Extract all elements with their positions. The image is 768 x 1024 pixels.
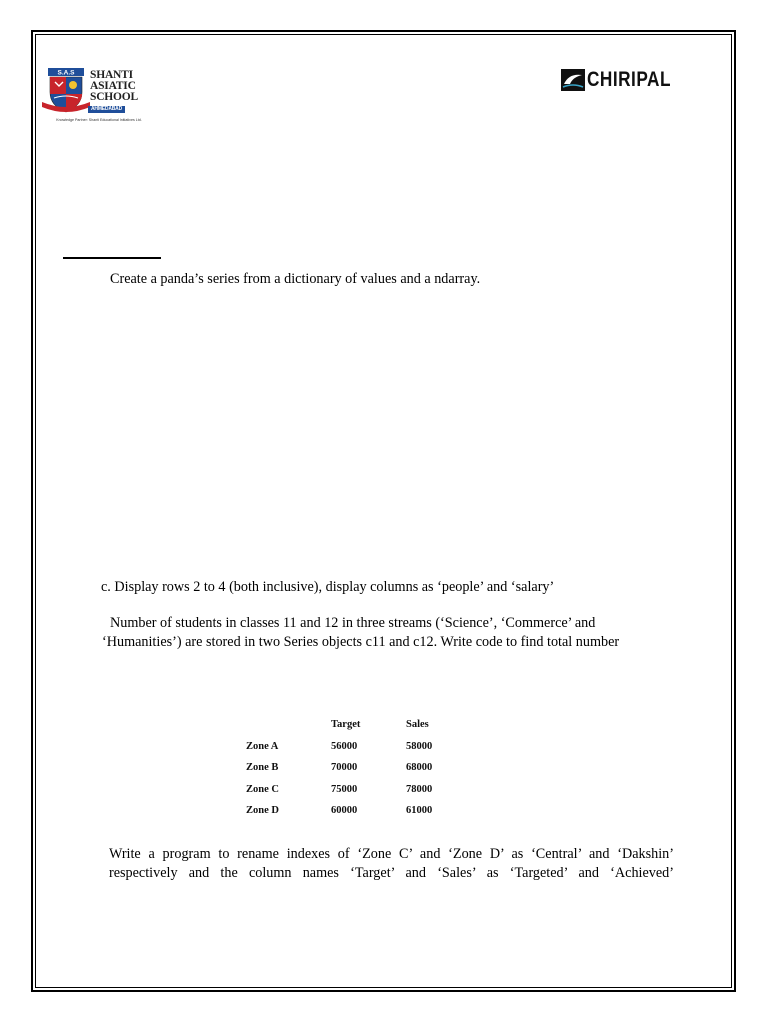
- table-cell: 75000: [331, 783, 358, 795]
- question-a-text: Create a panda’s series from a dictionary of values and a ndarray.: [110, 271, 481, 287]
- students-question-line-1: Number of students in classes 11 and 12 in three streams (‘Science’, ‘Commerce’ and: [110, 615, 596, 631]
- school-city: AHMEDABAD: [88, 106, 125, 113]
- rename-question-line-1: Write a program to rename indexes of ‘Zone C’ and ‘Zone D’ as ‘Central’ and ‘Dakshin’: [109, 846, 674, 862]
- section-rule: [63, 257, 161, 259]
- table-cell: 68000: [406, 762, 433, 774]
- table-cell: Zone B: [246, 762, 279, 774]
- zone-sales-table: [236, 714, 466, 822]
- school-name-line-2: ASIATIC: [90, 80, 136, 92]
- chiripal-wordmark: CHIRIPAL: [587, 68, 671, 91]
- school-name-line-1: SHANTI: [90, 69, 133, 81]
- table-header-cell: Target: [331, 719, 361, 731]
- school-name-line-3: SCHOOL: [90, 91, 139, 103]
- table-cell: 70000: [331, 762, 358, 774]
- table-cell: 58000: [406, 740, 433, 752]
- school-tagline: Knowledge Partner: Shanti Educational Initiatives Ltd.: [56, 118, 142, 122]
- school-crest-icon: [42, 68, 90, 116]
- table-header-row: [236, 714, 466, 736]
- chiripal-mark-icon: [561, 69, 585, 91]
- school-logo: [40, 66, 158, 126]
- table-cell: 56000: [331, 740, 358, 752]
- rename-question-line-2: respectively and the column names ‘Target’ and ‘Sales’ as ‘Targeted’ and ‘Achieved’: [109, 865, 674, 881]
- table-cell: 60000: [331, 805, 358, 817]
- table-header-cell: [236, 714, 331, 736]
- students-question-line-2: ‘Humanities’) are stored in two Series objects c11 and c12. Write code to find total number: [102, 634, 620, 650]
- table-row: [236, 779, 466, 801]
- table-cell: 61000: [406, 805, 433, 817]
- table-cell: Zone D: [246, 805, 279, 817]
- chiripal-logo: [561, 68, 671, 94]
- table-row: [236, 800, 466, 822]
- school-crest-badge: S.A.S: [57, 69, 75, 77]
- table-cell: Zone C: [246, 783, 279, 795]
- table-row: [236, 757, 466, 779]
- table-row: [236, 736, 466, 758]
- table-cell: Zone A: [246, 740, 279, 752]
- table-header-cell: Sales: [406, 719, 429, 731]
- table-cell: 78000: [406, 783, 433, 795]
- question-c-text: c. Display rows 2 to 4 (both inclusive), display columns as ‘people’ and ‘salary’: [101, 579, 555, 595]
